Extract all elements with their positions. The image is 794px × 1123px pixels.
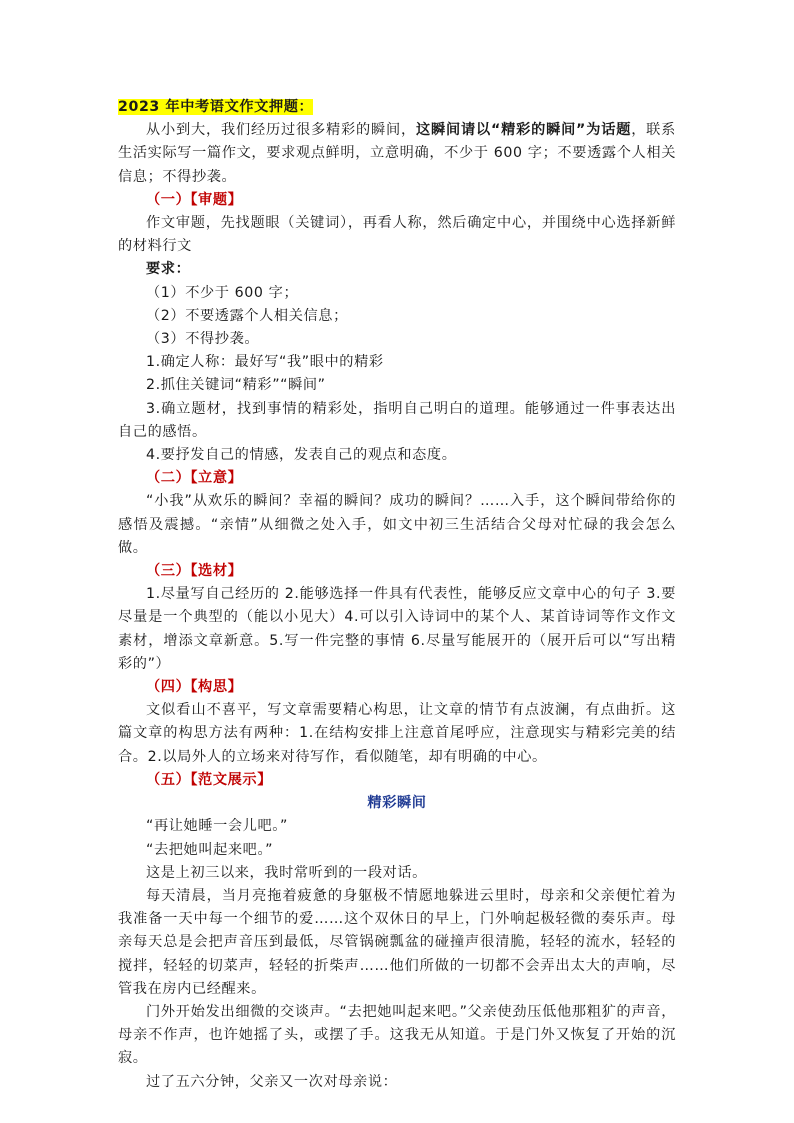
section-heading-gousi: （四）【构思】 [146, 679, 243, 696]
essay-paragraph: 过了五六分钟，父亲又一次对母亲说： [146, 1073, 398, 1090]
section-heading-liyi: （二）【立意】 [146, 470, 243, 487]
section-heading-shenti: （一）【审题】 [146, 191, 243, 208]
section-heading-xuancai: （三）【选材】 [146, 563, 243, 580]
requirement-item: （2）不要透露个人相关信息； [146, 307, 348, 324]
shenti-step: 4.要抒发自己的情感，发表自己的观点和态度。 [146, 447, 457, 464]
document-page [118, 96, 676, 1094]
requirement-item: （3）不得抄袭。 [146, 331, 260, 348]
header-title: 2023 年中考语文作文押题： [118, 99, 314, 115]
shenti-intro: 作文审题，先找题眼（关键词），再看人称，然后确定中心，并围绕中心选择新鲜的材料行文 [118, 215, 676, 255]
requirements-label: 要求： [146, 261, 191, 278]
essay-paragraph: 这是上初三以来，我时常听到的一段对话。 [146, 864, 427, 881]
essay-paragraph: 门外开始发出细微的交谈声。“去把她叫起来吧。”父亲使劲压低他那粗犷的声音，母亲不作声，也许她摇了头，或摆了手。这我无从知道。于是门外又恢复了开始的沉寂。 [118, 1003, 676, 1067]
essay-paragraph: “去把她叫起来吧。” [146, 841, 274, 858]
essay-paragraph: 每天清晨，当月亮拖着疲惫的身躯极不情愿地躲进云里时，母亲和父亲便忙着为我准备一天中每一个细节的爱……这个双休日的早上，门外响起极轻微的奏乐声。母亲每天总是会把声音压到最低，尽管锅碗瓢盆的碰撞声很清脆，轻轻的流水，轻轻的搅拌，轻轻的切菜声，轻轻的折柴声……他们所做的一切都不会弄出太大的声响，尽管我在房内已经醒来。 [118, 887, 676, 997]
essay-paragraph: “再让她睡一会儿吧。” [146, 818, 288, 835]
essay-title: 精彩瞬间 [367, 795, 427, 812]
shenti-step: 2.抓住关键词“精彩”“瞬间” [146, 377, 326, 394]
section-heading-sample: （五）【范文展示】 [146, 771, 272, 788]
shenti-step: 1.确定人称：最好写“我”眼中的精彩 [146, 354, 384, 371]
prompt-paragraph: 从小到大，我们经历过很多精彩的瞬间，这瞬间请以“精彩的瞬间”为话题，联系生活实际写一篇作文，要求观点鲜明，立意明确，不少于 600 字；不要透露个人相关信息；不得抄袭。 [118, 122, 676, 185]
gousi-paragraph: 文似看山不喜平，写文章需要精心构思，让文章的情节有点波澜，有点曲折。这篇文章的构思方法有两种：1.在结构安排上注意首尾呼应，注意现实与精彩完美的结合。2.以局外人的立场来对待写作，看似随笔，却有明确的中心。 [118, 702, 676, 765]
prompt-topic: 这瞬间请以“精彩的瞬间”为话题 [415, 122, 632, 139]
xuancai-paragraph: 1.尽量写自己经历的 2.能够选择一件具有代表性，能够反应文章中心的句子 3.要尽量是一个典型的（能以小见大）4.可以引入诗词中的某个人、某首诗词等作文作文素材，增添文章新意。5.写一件完整的事情 6.尽量写能展开的（展开后可以“写出精彩的”） [118, 586, 676, 672]
shenti-step: 3.确立题材，找到事情的精彩处，指明自己明白的道理。能够通过一件事表达出自己的感悟。 [118, 400, 676, 440]
requirement-item: （1）不少于 600 字； [146, 284, 299, 301]
liyi-paragraph: “小我”从欢乐的瞬间？幸福的瞬间？成功的瞬间？……入手，这个瞬间带给你的感悟及震撼。“亲情”从细微之处入手，如文中初三生活结合父母对忙碌的我会怎么做。 [118, 493, 676, 556]
